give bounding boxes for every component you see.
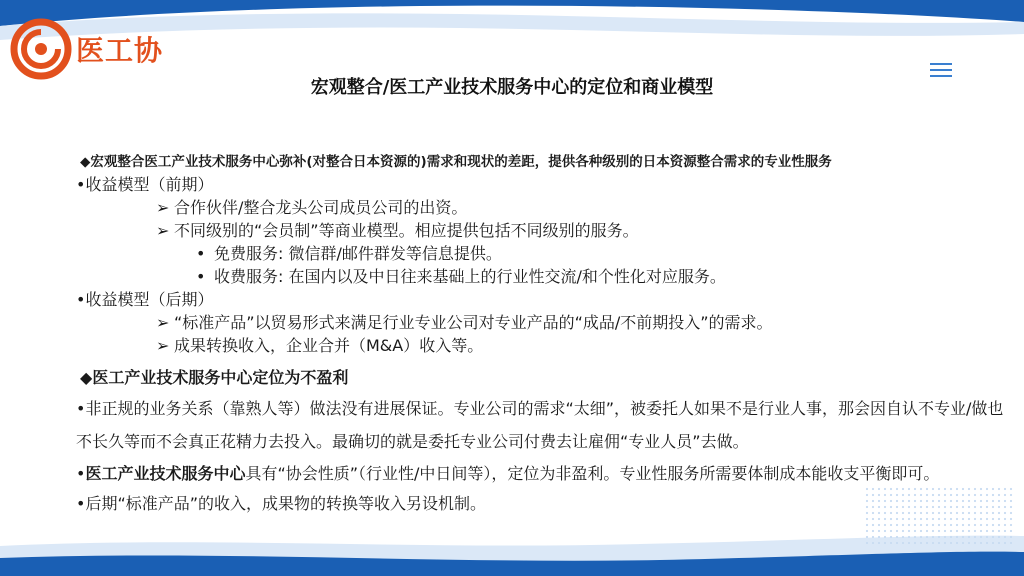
diamond-bullet-icon: ◆ [80, 368, 93, 387]
list-item: • 收费服务: 在国内以及中日往来基础上的行业性交流/和个性化对应服务。 [196, 267, 726, 286]
dot-bullet-icon: • [76, 175, 86, 194]
dot-bullet-icon: • [196, 244, 206, 263]
list-item: ➢ 不同级别的“会员制”等商业模型。相应提供包括不同级别的服务。 [156, 221, 639, 240]
diamond-bullet-icon: ◆ [80, 154, 91, 170]
paragraph-line: •医工产业技术服务中心具有“协会性质”（行业性/中日间等），定位为非盈利。专业性服务所需要体制成本能收支平衡即可。 [76, 464, 940, 483]
dot-bullet-icon: • [76, 464, 86, 483]
dot-grid-decoration [864, 486, 1014, 546]
paragraph-line: •后期“标准产品”的收入，成果物的转换等收入另设机制。 [76, 494, 487, 513]
arrow-bullet-icon: ➢ [156, 336, 170, 355]
dot-bullet-icon: • [76, 399, 86, 418]
early-model-label: •收益模型（前期） [76, 175, 214, 194]
paragraph-line: 不长久等而不会真正花精力去投入。最确切的就是委托专业公司付费去让雇佣“专业人员”去做。 [76, 432, 749, 451]
arrow-bullet-icon: ➢ [156, 198, 170, 217]
list-item: • 免费服务: 微信群/邮件群发等信息提供。 [196, 244, 502, 263]
dot-bullet-icon: • [76, 290, 86, 309]
page-title: 宏观整合/医工产业技术服务中心的定位和商业模型 [310, 77, 714, 98]
paragraph-line: •非正规的业务关系（靠熟人等）做法没有进展保证。专业公司的需求“太细”，被委托人如果不是行业人事，那会因自认不专业/做也 [76, 399, 1004, 418]
section1-heading: ◆宏观整合医工产业技术服务中心弥补(对整合日本资源的)需求和现状的差距，提供各种级别的日本资源整合需求的专业性服务 [80, 154, 832, 170]
logo-mark-icon [10, 18, 72, 80]
arrow-bullet-icon: ➢ [156, 221, 170, 240]
dot-bullet-icon: • [196, 267, 206, 286]
late-model-label: •收益模型（后期） [76, 290, 214, 309]
brand-logo [10, 18, 190, 80]
logo-text: 医工协 [76, 34, 164, 67]
list-item: ➢ 合作伙伴/整合龙头公司成员公司的出资。 [156, 198, 468, 217]
dot-bullet-icon: • [76, 494, 86, 513]
arrow-bullet-icon: ➢ [156, 313, 170, 332]
list-item: ➢ “标准产品”以贸易形式来满足行业专业公司对专业产品的“成品/不前期投入”的需求。 [156, 313, 773, 332]
section2-heading: ◆医工产业技术服务中心定位为不盈利 [80, 368, 349, 387]
list-item: ➢ 成果转换收入，企业合并（M&A）收入等。 [156, 336, 484, 355]
